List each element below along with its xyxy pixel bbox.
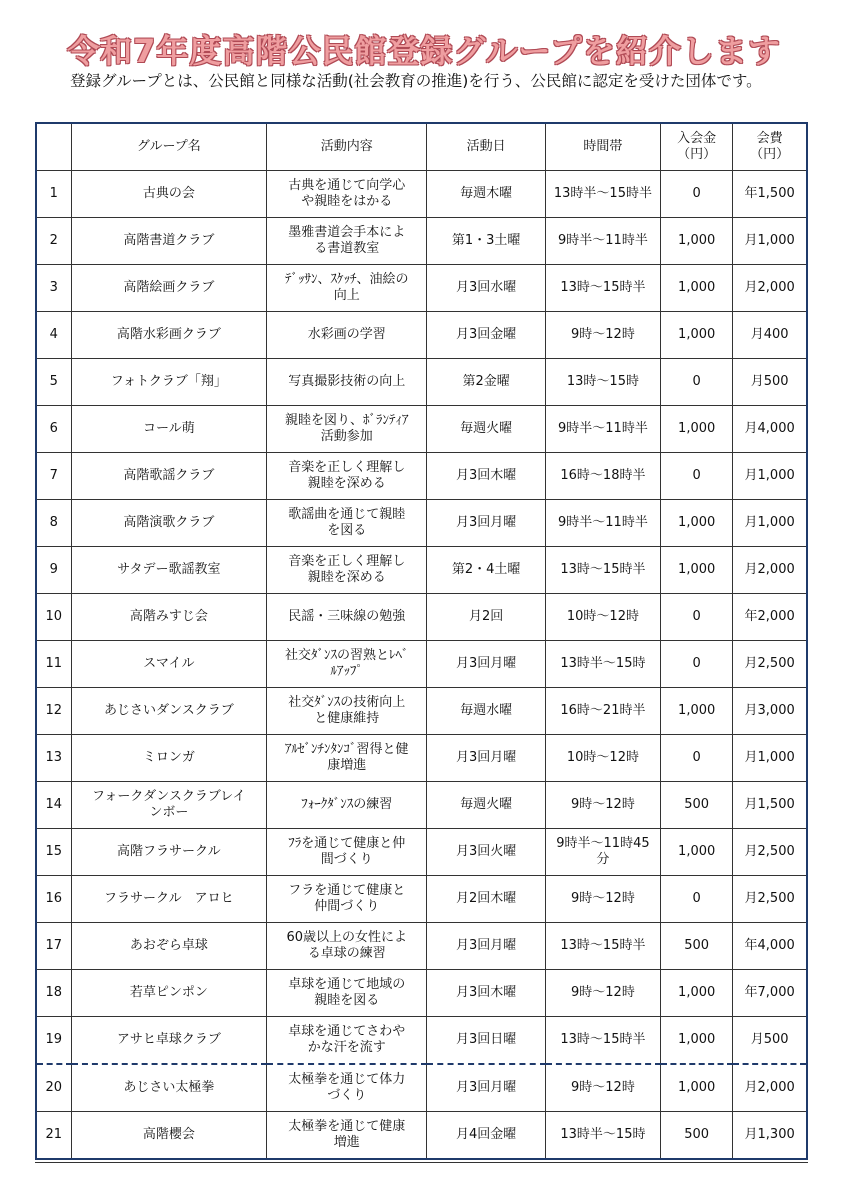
activity: 墨雅書道会手本によ る書道教室 — [267, 218, 427, 265]
membership-fee: 月2,000 — [733, 1064, 807, 1112]
activity: 古典を通じて向学心 や親睦をはかる — [267, 171, 427, 218]
row-number: 13 — [36, 735, 71, 782]
header-entry-fee: 入会金 （円） — [661, 123, 733, 171]
membership-fee: 月2,000 — [733, 547, 807, 594]
table-row — [36, 641, 807, 688]
group-name: アサヒ卓球クラブ — [71, 1017, 267, 1065]
header-day: 活動日 — [427, 123, 545, 171]
group-name: 古典の会 — [71, 171, 267, 218]
bottom-border — [35, 1162, 808, 1163]
entry-fee: 0 — [661, 735, 733, 782]
row-number: 3 — [36, 265, 71, 312]
time-slot: 13時半～15時 — [545, 1112, 660, 1160]
time-slot: 9時～12時 — [545, 312, 660, 359]
group-name: 高階みすじ会 — [71, 594, 267, 641]
group-name: フォトクラブ「翔」 — [71, 359, 267, 406]
time-slot: 9時半～11時半 — [545, 218, 660, 265]
activity-day: 第1・3土曜 — [427, 218, 545, 265]
time-slot: 9時半～11時45 分 — [545, 829, 660, 876]
row-number: 18 — [36, 970, 71, 1017]
entry-fee: 0 — [661, 171, 733, 218]
membership-fee: 年4,000 — [733, 923, 807, 970]
activity: 水彩画の学習 — [267, 312, 427, 359]
group-name: 高階水彩画クラブ — [71, 312, 267, 359]
group-name: 高階演歌クラブ — [71, 500, 267, 547]
activity-day: 月3回月曜 — [427, 641, 545, 688]
entry-fee: 1,000 — [661, 1017, 733, 1065]
table-row — [36, 735, 807, 782]
activity: 社交ﾀﾞﾝｽの技術向上 と健康維持 — [267, 688, 427, 735]
page-title: 令和7年度高階公民館登録グループを紹介します — [67, 32, 781, 70]
activity-day: 毎週水曜 — [427, 688, 545, 735]
table-row — [36, 406, 807, 453]
activity: 60歳以上の女性によ る卓球の練習 — [267, 923, 427, 970]
group-name: 高階絵画クラブ — [71, 265, 267, 312]
header-fee: 会費 （円） — [733, 123, 807, 171]
membership-fee: 月1,000 — [733, 453, 807, 500]
entry-fee: 0 — [661, 453, 733, 500]
header-group-name: グループ名 — [71, 123, 267, 171]
group-name: 高階歌謡クラブ — [71, 453, 267, 500]
time-slot: 10時～12時 — [545, 735, 660, 782]
activity: ﾃﾞｯｻﾝ、ｽｹｯﾁ、油絵の 向上 — [267, 265, 427, 312]
activity: 音楽を正しく理解し 親睦を深める — [267, 453, 427, 500]
membership-fee: 月500 — [733, 1017, 807, 1065]
table-row — [36, 1112, 807, 1160]
table-row — [36, 829, 807, 876]
group-name: スマイル — [71, 641, 267, 688]
row-number: 7 — [36, 453, 71, 500]
activity-day: 月3回月曜 — [427, 1064, 545, 1112]
entry-fee: 1,000 — [661, 265, 733, 312]
activity: 太極拳を通じて健康 増進 — [267, 1112, 427, 1160]
time-slot: 13時～15時 — [545, 359, 660, 406]
group-name: あじさい太極拳 — [71, 1064, 267, 1112]
membership-fee: 月2,500 — [733, 829, 807, 876]
activity: 民謡・三味線の勉強 — [267, 594, 427, 641]
activity-day: 月3回月曜 — [427, 735, 545, 782]
entry-fee: 500 — [661, 782, 733, 829]
intro-text — [40, 70, 810, 92]
table-row — [36, 688, 807, 735]
activity-day: 月3回金曜 — [427, 312, 545, 359]
group-name: ミロンガ — [71, 735, 267, 782]
activity-day: 月3回日曜 — [427, 1017, 545, 1065]
time-slot: 13時半～15時 — [545, 641, 660, 688]
group-name: 高階フラサークル — [71, 829, 267, 876]
membership-fee: 月4,000 — [733, 406, 807, 453]
membership-fee: 月2,500 — [733, 641, 807, 688]
time-slot: 9時半～11時半 — [545, 500, 660, 547]
activity-day: 毎週木曜 — [427, 171, 545, 218]
activity-day: 毎週火曜 — [427, 782, 545, 829]
time-slot: 9時～12時 — [545, 1064, 660, 1112]
table-row — [36, 218, 807, 265]
activity: フラを通じて健康と 仲間づくり — [267, 876, 427, 923]
row-number: 14 — [36, 782, 71, 829]
activity-day: 第2金曜 — [427, 359, 545, 406]
row-number: 10 — [36, 594, 71, 641]
time-slot: 16時～21時半 — [545, 688, 660, 735]
table-row — [36, 312, 807, 359]
activity: 社交ﾀﾞﾝｽの習熟とﾚﾍﾞ ﾙｱｯﾌﾟ — [267, 641, 427, 688]
membership-fee: 月1,300 — [733, 1112, 807, 1160]
activity: ﾌﾗを通じて健康と仲 間づくり — [267, 829, 427, 876]
activity-day: 月3回木曜 — [427, 970, 545, 1017]
activity-day: 月3回火曜 — [427, 829, 545, 876]
entry-fee: 0 — [661, 594, 733, 641]
table-row — [36, 171, 807, 218]
table-row — [36, 594, 807, 641]
activity-day: 月3回月曜 — [427, 500, 545, 547]
membership-fee: 年7,000 — [733, 970, 807, 1017]
group-name: あおぞら卓球 — [71, 923, 267, 970]
time-slot: 9時～12時 — [545, 970, 660, 1017]
table-row — [36, 547, 807, 594]
entry-fee: 0 — [661, 641, 733, 688]
activity: ｱﾙｾﾞﾝﾁﾝﾀﾝｺﾞ習得と健 康増進 — [267, 735, 427, 782]
membership-fee: 月1,000 — [733, 500, 807, 547]
row-number: 21 — [36, 1112, 71, 1160]
membership-fee: 月1,500 — [733, 782, 807, 829]
entry-fee: 1,000 — [661, 500, 733, 547]
header-no — [36, 123, 71, 171]
row-number: 11 — [36, 641, 71, 688]
table-row — [36, 453, 807, 500]
row-number: 17 — [36, 923, 71, 970]
entry-fee: 500 — [661, 1112, 733, 1160]
group-name: サタデー歌謡教室 — [71, 547, 267, 594]
row-number: 4 — [36, 312, 71, 359]
intro-sentence: 登録グループとは、公民館と同様な活動(社会教育の推進)を行う、公民館に認定を受けた団体です。 — [70, 72, 762, 90]
activity: 音楽を正しく理解し 親睦を深める — [267, 547, 427, 594]
header-activity: 活動内容 — [267, 123, 427, 171]
row-number: 9 — [36, 547, 71, 594]
activity: 親睦を図り、ﾎﾞﾗﾝﾃｨｱ 活動参加 — [267, 406, 427, 453]
time-slot: 13時～15時半 — [545, 1017, 660, 1065]
time-slot: 13時～15時半 — [545, 923, 660, 970]
table-header-row — [36, 123, 807, 171]
activity: 写真撮影技術の向上 — [267, 359, 427, 406]
activity: ﾌｫｰｸﾀﾞﾝｽの練習 — [267, 782, 427, 829]
entry-fee: 1,000 — [661, 688, 733, 735]
activity-day: 月3回月曜 — [427, 923, 545, 970]
table-row — [36, 1064, 807, 1112]
membership-fee: 年2,000 — [733, 594, 807, 641]
group-name: フラサークル アロヒ — [71, 876, 267, 923]
group-name: 若草ピンポン — [71, 970, 267, 1017]
membership-fee: 月2,500 — [733, 876, 807, 923]
entry-fee: 1,000 — [661, 406, 733, 453]
table-row — [36, 1017, 807, 1065]
group-name: フォークダンスクラブレイ ンボー — [71, 782, 267, 829]
activity-day: 月2回木曜 — [427, 876, 545, 923]
entry-fee: 1,000 — [661, 1064, 733, 1112]
table-row — [36, 923, 807, 970]
membership-fee: 月1,000 — [733, 735, 807, 782]
membership-fee: 月3,000 — [733, 688, 807, 735]
group-name: あじさいダンスクラブ — [71, 688, 267, 735]
entry-fee: 1,000 — [661, 547, 733, 594]
row-number: 19 — [36, 1017, 71, 1065]
row-number: 12 — [36, 688, 71, 735]
row-number: 5 — [36, 359, 71, 406]
entry-fee: 500 — [661, 923, 733, 970]
activity-day: 月4回金曜 — [427, 1112, 545, 1160]
activity: 太極拳を通じて体力 づくり — [267, 1064, 427, 1112]
membership-fee: 月500 — [733, 359, 807, 406]
row-number: 20 — [36, 1064, 71, 1112]
activity-day: 月3回水曜 — [427, 265, 545, 312]
table-row — [36, 500, 807, 547]
activity-day: 月2回 — [427, 594, 545, 641]
row-number: 8 — [36, 500, 71, 547]
activity: 卓球を通じてさわや かな汗を流す — [267, 1017, 427, 1065]
entry-fee: 1,000 — [661, 970, 733, 1017]
row-number: 1 — [36, 171, 71, 218]
entry-fee: 1,000 — [661, 312, 733, 359]
time-slot: 13時～15時半 — [545, 265, 660, 312]
activity-day: 第2・4土曜 — [427, 547, 545, 594]
time-slot: 13時半～15時半 — [545, 171, 660, 218]
table-row — [36, 782, 807, 829]
membership-fee: 月2,000 — [733, 265, 807, 312]
activity: 卓球を通じて地域の 親睦を図る — [267, 970, 427, 1017]
entry-fee: 0 — [661, 359, 733, 406]
activity-day: 月3回木曜 — [427, 453, 545, 500]
time-slot: 9時～12時 — [545, 876, 660, 923]
row-number: 6 — [36, 406, 71, 453]
activity-day: 毎週火曜 — [427, 406, 545, 453]
group-name: 高階櫻会 — [71, 1112, 267, 1160]
entry-fee: 1,000 — [661, 218, 733, 265]
membership-fee: 月1,000 — [733, 218, 807, 265]
time-slot: 9時～12時 — [545, 782, 660, 829]
entry-fee: 0 — [661, 876, 733, 923]
time-slot: 10時～12時 — [545, 594, 660, 641]
activity: 歌謡曲を通じて親睦 を図る — [267, 500, 427, 547]
time-slot: 9時半～11時半 — [545, 406, 660, 453]
header-time: 時間帯 — [545, 123, 660, 171]
time-slot: 13時～15時半 — [545, 547, 660, 594]
group-name: 高階書道クラブ — [71, 218, 267, 265]
table-row — [36, 265, 807, 312]
membership-fee: 月400 — [733, 312, 807, 359]
row-number: 16 — [36, 876, 71, 923]
table-row — [36, 876, 807, 923]
table-row — [36, 359, 807, 406]
row-number: 15 — [36, 829, 71, 876]
entry-fee: 1,000 — [661, 829, 733, 876]
table-row — [36, 970, 807, 1017]
row-number: 2 — [36, 218, 71, 265]
membership-fee: 年1,500 — [733, 171, 807, 218]
time-slot: 16時～18時半 — [545, 453, 660, 500]
group-table — [35, 122, 808, 1160]
group-name: コール萌 — [71, 406, 267, 453]
